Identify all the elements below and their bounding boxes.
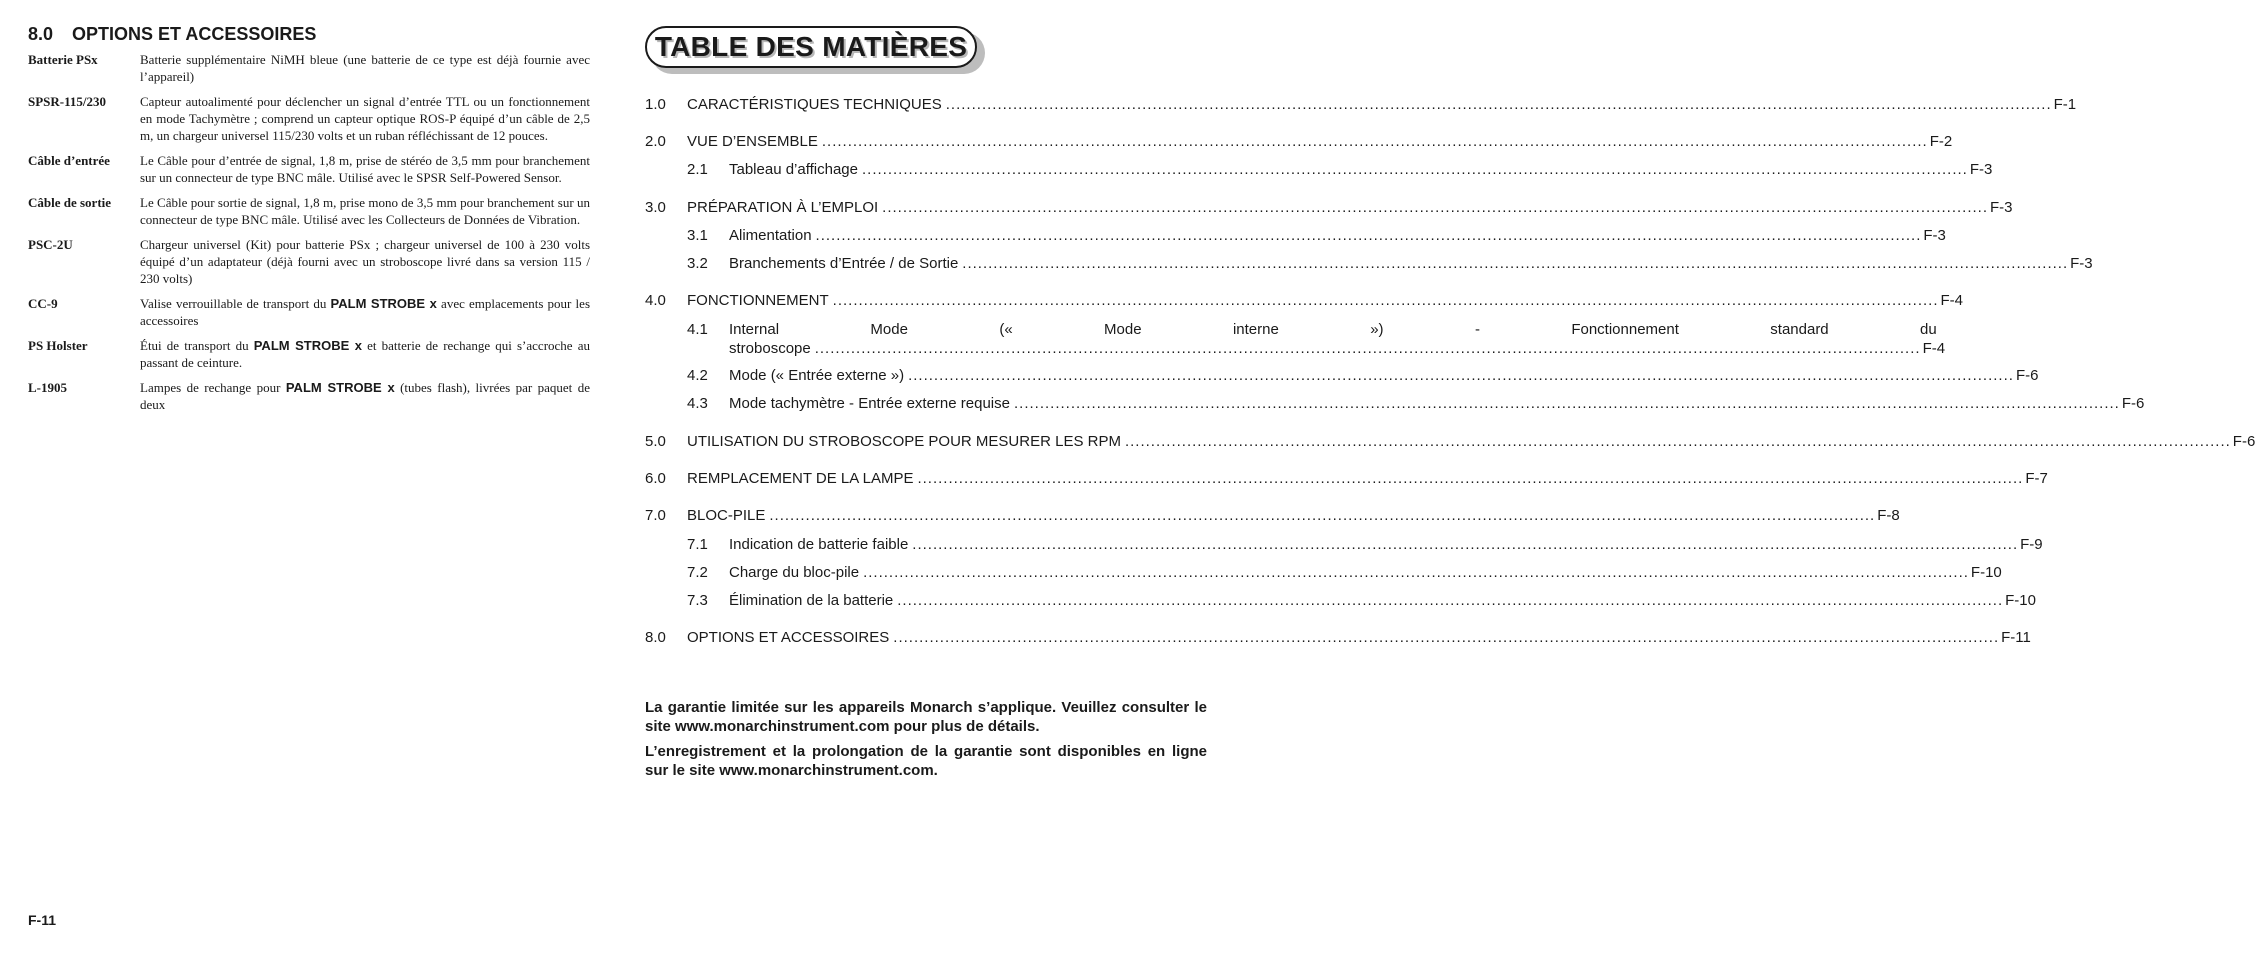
accessory-description (140, 51, 590, 85)
toc-dot-leader (917, 470, 2023, 487)
accessory-description-text: Capteur autoalimenté pour déclencher un signal d’entrée TTL ou un fonctionnement en mode Tachymètre ; comprend un capteur optique ROS-P équipé d’un câble de 2,5 m, un chargeur universel 115/230 volts et un ruban réfléchissant de 12 pouces. (140, 94, 590, 143)
toc-subentry (687, 592, 2036, 609)
toc-entry-number: 7.3 (687, 592, 708, 609)
toc-entry-page: F-4 (1922, 340, 1946, 357)
toc-dot-leader (908, 367, 2014, 384)
accessory-item (28, 93, 590, 144)
accessory-description-text: et batterie de rechange qui s’accroche au passant de ceinture. (140, 338, 590, 370)
toc-entry-number: 7.2 (687, 564, 708, 581)
accessory-code: PSC-2U (28, 237, 73, 252)
toc-dot-leader (882, 199, 1988, 216)
toc-entry (645, 199, 2013, 216)
toc-entry-label: Alimentation (729, 227, 812, 244)
toc-entry-number: 7.0 (645, 507, 666, 524)
toc-entry (645, 133, 1953, 150)
toc-entry-page: F-11 (2001, 629, 2031, 646)
toc-entry-page: F-10 (2005, 592, 2036, 609)
accessory-item (28, 295, 590, 329)
toc-entry-page: F-3 (1969, 161, 1993, 178)
toc-entry-label: Indication de batterie faible (729, 536, 909, 553)
accessory-code: L-1905 (28, 380, 67, 395)
accessory-description-text: avec emplacements pour les accessoires (140, 296, 590, 328)
toc-entry (645, 96, 2077, 113)
page-number: F-11 (28, 912, 57, 928)
toc-dot-leader (862, 161, 1968, 178)
accessories-section (28, 24, 590, 421)
toc-entry-label: UTILISATION DU STROBOSCOPE POUR MESURER LES RPM (687, 433, 1121, 450)
product-name: PALM STROBE x (285, 380, 395, 395)
toc-entry-label: FONCTIONNEMENT (687, 292, 829, 309)
accessory-code: CC-9 (28, 296, 58, 311)
toc-subentry (687, 227, 1946, 244)
toc-subentry (687, 320, 1946, 358)
toc-dot-leader (897, 592, 2003, 609)
toc-dot-leader (1014, 395, 2120, 412)
toc-entry-label-line2-row (729, 339, 1946, 358)
toc-subentry (687, 367, 2039, 384)
toc-subentry (687, 564, 2002, 581)
accessory-description-text: Chargeur universel (Kit) pour batterie PSx ; chargeur universel de 100 à 230 volts équipé d’un adaptateur (déjà fourni avec un stroboscope livré dans sa version 115 / 230 volts) (140, 237, 590, 286)
warranty-note: La garantie limitée sur les appareils Monarch s’applique. Veuillez consulter le site www.monarchinstrument.com pour plus de détails. (645, 699, 1207, 735)
toc-dot-leader (816, 227, 1922, 244)
section-number: 8.0 (28, 24, 54, 44)
toc-dot-leader (1125, 433, 2231, 450)
toc-subentry (687, 255, 2093, 272)
toc-entry-label: OPTIONS ET ACCESSOIRES (687, 629, 890, 646)
toc-subentry (687, 395, 2145, 412)
toc-entry-label: REMPLACEMENT DE LA LAMPE (687, 470, 914, 487)
toc-entry-number: 4.2 (687, 367, 708, 384)
accessory-item (28, 51, 590, 85)
toc-entry-label: Élimination de la batterie (729, 592, 894, 609)
toc-entry-label: Tableau d’affichage (729, 161, 858, 178)
accessory-description-text: (tubes flash), livrées par paquet de deux (140, 380, 590, 412)
toc-entry-label-line2: stroboscope (729, 340, 811, 357)
toc-entry-label: Mode tachymètre - Entrée externe requise (729, 395, 1010, 412)
accessory-code: Câble de sortie (28, 195, 112, 210)
accessory-description (140, 295, 590, 329)
toc-entry (645, 507, 1900, 524)
accessory-description (140, 379, 590, 413)
product-name: PALM STROBE x (330, 296, 437, 311)
toc-entry-label: Charge du bloc-pile (729, 564, 860, 581)
accessory-item (28, 194, 590, 228)
toc-entry (645, 433, 2255, 450)
product-name: PALM STROBE x (253, 338, 362, 353)
toc-dot-leader (893, 629, 1999, 646)
toc-entry-label (729, 320, 1946, 358)
toc-entry-number: 3.2 (687, 255, 708, 272)
toc-entry-page: F-6 (2015, 367, 2039, 384)
accessory-description-text: Lampes de rechange pour (140, 380, 286, 395)
toc-entry-page: F-10 (1970, 564, 2002, 581)
toc-dot-leader (863, 564, 1969, 581)
section-title: OPTIONS ET ACCESSOIRES (72, 24, 317, 44)
toc-entry-label-line1: Internal Mode (« Mode interne ») - Fonctionnement standard du (729, 321, 1937, 338)
toc-entry-page: F-9 (2020, 536, 2043, 553)
toc-dot-leader (815, 339, 1921, 358)
toc-entry (645, 292, 1964, 309)
toc-entry-number: 1.0 (645, 96, 666, 113)
toc-entry-number: 3.1 (687, 227, 708, 244)
accessory-description-text: Le Câble pour d’entrée de signal, 1,8 m, prise de stéréo de 3,5 mm pour branchement sur un connecteur de type BNC mâle. Utilisé avec le SPSR Self-Powered Sensor. (140, 153, 590, 185)
toc-entry-label: BLOC-PILE (687, 507, 766, 524)
toc-entry-page: F-6 (2121, 395, 2145, 412)
toc-entry-label: PRÉPARATION À L’EMPLOI (687, 199, 879, 216)
accessory-item (28, 379, 590, 413)
toc-entry-page: F-7 (2025, 470, 2048, 487)
toc-entry-number: 2.0 (645, 133, 666, 150)
toc-dot-leader (912, 536, 2018, 553)
toc-entry-page: F-3 (2070, 255, 2093, 272)
toc-entry-page: F-4 (1940, 292, 1964, 309)
accessory-description (140, 337, 590, 371)
toc-dot-leader (822, 133, 1928, 150)
toc-entry-number: 4.0 (645, 292, 666, 309)
toc-entry-number: 6.0 (645, 470, 666, 487)
toc-entry-label: Mode (« Entrée externe ») (729, 367, 905, 384)
toc-entry (645, 629, 2031, 646)
toc-subentry (687, 161, 1993, 178)
toc-dot-leader (962, 255, 2068, 272)
registration-note: L’enregistrement et la prolongation de la garantie sont disponibles en ligne sur le site www.monarchinstrument.com. (645, 743, 1207, 779)
accessory-item (28, 236, 590, 287)
accessory-item (28, 152, 590, 186)
accessory-description-text: Le Câble pour sortie de signal, 1,8 m, prise mono de 3,5 mm pour branchement sur un connecteur de type BNC mâle. Utilisé avec les Collecteurs de Données de Vibration. (140, 195, 590, 227)
accessory-description (140, 152, 590, 186)
toc-entry-number: 5.0 (645, 433, 666, 450)
accessory-description (140, 194, 590, 228)
toc-entry-page: F-8 (1877, 507, 1900, 524)
accessory-code: Câble d’entrée (28, 153, 110, 168)
toc-dot-leader (769, 507, 1875, 524)
accessory-code: PS Holster (28, 338, 88, 353)
toc-dot-leader (946, 96, 2052, 113)
toc-title: TABLE DES MATIÈRES (645, 26, 977, 68)
toc-entry-number: 4.1 (687, 321, 708, 338)
toc-entry-page: F-3 (1923, 227, 1946, 244)
toc-entry-number: 4.3 (687, 395, 708, 412)
toc-entry-label: Branchements d’Entrée / de Sortie (729, 255, 959, 272)
accessory-description (140, 93, 590, 144)
accessory-code: Batterie PSx (28, 52, 98, 67)
toc-subentry (687, 536, 2043, 553)
accessory-item (28, 337, 590, 371)
table-of-contents (645, 26, 2255, 779)
accessory-description-text: Batterie supplémentaire NiMH bleue (une batterie de ce type est déjà fournie avec l’appareil) (140, 52, 590, 84)
toc-entry-page: F-2 (1929, 133, 1953, 150)
toc-entry-label: VUE D’ENSEMBLE (687, 133, 818, 150)
toc-entry-number: 8.0 (645, 629, 666, 646)
toc-entry-label: CARACTÉRISTIQUES TECHNIQUES (687, 96, 942, 113)
toc-entry-page: F-6 (2232, 433, 2255, 450)
toc-entry (645, 470, 2048, 487)
accessory-description (140, 236, 590, 287)
toc-entry-page: F-3 (1990, 199, 2013, 216)
accessory-description-text: Valise verrouillable de transport du (140, 296, 331, 311)
toc-entry-page: F-1 (2053, 96, 2077, 113)
accessory-code: SPSR-115/230 (28, 94, 107, 109)
toc-entry-number: 2.1 (687, 161, 708, 178)
toc-title-banner (645, 26, 985, 76)
section-heading (28, 24, 590, 45)
toc-entry-number: 3.0 (645, 199, 666, 216)
accessory-description-text: Étui de transport du (140, 338, 254, 353)
toc-entry-number: 7.1 (687, 536, 708, 553)
toc-dot-leader (833, 292, 1939, 309)
